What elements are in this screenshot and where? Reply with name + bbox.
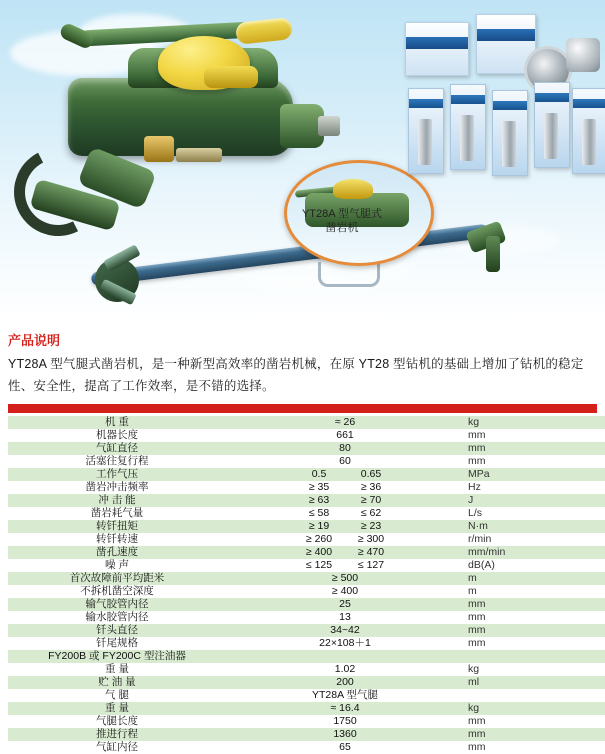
spec-value-cell: ≤ 58 ≤ 62 [226,507,464,520]
drill-handle-left [58,22,96,51]
spare-part-disc [566,38,600,72]
spec-value-cell [226,650,464,663]
inset-caption-line2: 凿岩机 [325,221,359,234]
drill-brass-fitting [144,136,174,162]
spec-name-cell: 输气胶管内径 [8,598,226,611]
tall-product-box [534,82,570,168]
drill-chuck [318,116,340,136]
table-row [8,572,605,585]
drill-yellow-cap-secondary [204,66,258,88]
spec-name-cell: 活塞往复行程 [8,455,226,468]
drill-body [68,78,293,156]
spec-unit-cell [464,650,605,663]
spec-name-cell: 不拆机凿空深度 [8,585,226,598]
table-row [8,442,605,455]
spec-value-cell: YT28A 型气腿 [226,689,464,702]
spec-name-cell: 输水胶管内径 [8,611,226,624]
spec-value-cell: 1.02 [226,663,464,676]
box-blue-band [477,29,535,41]
table-row [8,702,605,715]
spec-value-cell: 1360 [226,728,464,741]
spec-unit-cell: mm [464,741,605,754]
box-content-part [418,119,432,165]
spec-name-cell: 重 量 [8,702,226,715]
tall-product-box [572,88,605,174]
spec-unit-cell: m [464,585,605,598]
spec-unit-cell [464,689,605,702]
spec-name-cell: 凿岩耗气量 [8,507,226,520]
spec-name-cell: 首次故障前平均距米 [8,572,226,585]
table-row [8,533,605,546]
spec-unit-cell: mm [464,611,605,624]
spec-value-cell: ≥ 400 [226,585,464,598]
spec-unit-cell: L/s [464,507,605,520]
spec-unit-cell: MPa [464,468,605,481]
table-row [8,507,605,520]
box-blue-band [451,95,485,104]
spec-name-cell: 转钎扭矩 [8,520,226,533]
spec-value-cell: 661 [226,429,464,442]
table-row [8,559,605,572]
table-row [8,689,605,702]
spec-name-cell: 机器长度 [8,429,226,442]
drill-grip-yellow [235,17,293,45]
spec-value-cell: 25 [226,598,464,611]
table-row [8,663,605,676]
tall-product-box [492,90,528,176]
spec-name-cell: 气缸内径 [8,741,226,754]
drill-brass-pipe [176,148,222,162]
box-blue-band [535,93,569,102]
spec-name-cell: 气腿长度 [8,715,226,728]
table-row [8,416,605,429]
spec-value-cell: 34~42 [226,624,464,637]
spec-name-cell: 转钎转速 [8,533,226,546]
spec-unit-cell: J [464,494,605,507]
table-row [8,481,605,494]
box-blue-band [493,101,527,110]
packaging-boxes-group [400,10,600,170]
spec-unit-cell: mm [464,442,605,455]
specification-table-container [8,416,597,754]
table-row [8,611,605,624]
spec-unit-cell: mm [464,728,605,741]
spec-value-cell: 65 [226,741,464,754]
description-title: 产品说明 [8,333,61,348]
spec-unit-cell: N·m [464,520,605,533]
product-description-section [0,320,605,398]
inset-caption [300,208,384,236]
spec-unit-cell: Hz [464,481,605,494]
specification-table-body [8,416,605,754]
table-row [8,637,605,650]
spec-value-cell: 200 [226,676,464,689]
description-body: YT28A 型气腿式凿岩机，是一种新型高效率的凿岩机械，在原 YT28 型钻机的基础上增加了钻机的稳定性、安全性，提高了工作效率，是不错的选择。 [8,357,584,393]
spec-value-cell: ≥ 63 ≥ 70 [226,494,464,507]
spec-name-cell: 噪 声 [8,559,226,572]
box-content-part [582,119,596,165]
leg-clamp [318,262,380,287]
spec-name-cell: 钎尾规格 [8,637,226,650]
spec-unit-cell: mm [464,598,605,611]
spec-value-cell: ≥ 35 ≥ 36 [226,481,464,494]
table-row [8,520,605,533]
spec-name-cell: 机 重 [8,416,226,429]
spec-value-cell: 13 [226,611,464,624]
spec-value-cell: 0.5 0.65 [226,468,464,481]
spec-value-cell: ≈ 16.4 [226,702,464,715]
spec-name-cell: 气 腿 [8,689,226,702]
spec-unit-cell: m [464,572,605,585]
table-row [8,468,605,481]
table-row [8,741,605,754]
spec-name-cell: 贮 油 量 [8,676,226,689]
box-content-part [544,113,558,159]
box-blue-band [406,37,468,49]
table-row [8,429,605,442]
air-leg-foot [486,236,500,272]
table-row [8,728,605,741]
box-blue-band [409,99,443,108]
spec-unit-cell: mm [464,455,605,468]
spec-name-cell: 冲 击 能 [8,494,226,507]
spec-value-cell: ≥ 500 [226,572,464,585]
spec-name-cell: FY200B 或 FY200C 型注油器 [8,650,226,663]
spec-unit-cell: mm/min [464,546,605,559]
table-row [8,455,605,468]
box-blue-band [573,99,605,108]
inset-yellow-cap [333,179,373,199]
table-row [8,650,605,663]
table-row [8,585,605,598]
spec-unit-cell: dB(A) [464,559,605,572]
product-box [405,22,469,76]
spec-value-cell: 80 [226,442,464,455]
spec-name-cell: 重 量 [8,663,226,676]
spec-unit-cell: mm [464,715,605,728]
spec-name-cell: 工作气压 [8,468,226,481]
tall-product-box [408,88,444,174]
table-row [8,546,605,559]
spec-unit-cell: mm [464,429,605,442]
spec-value-cell: ≤ 125 ≤ 127 [226,559,464,572]
table-row [8,624,605,637]
box-content-part [460,115,474,161]
spec-name-cell: 凿孔速度 [8,546,226,559]
spec-unit-cell: kg [464,663,605,676]
section-divider-red [8,404,597,413]
spec-value-cell: 60 [226,455,464,468]
spec-unit-cell: kg [464,702,605,715]
spec-value-cell: 22×108＋1 [226,637,464,650]
product-hero-image [0,0,605,320]
spec-name-cell: 钎头直径 [8,624,226,637]
spec-value-cell: ≥ 19 ≥ 23 [226,520,464,533]
table-row [8,598,605,611]
tall-product-box [450,84,486,170]
spec-value-cell: ≈ 26 [226,416,464,429]
spec-unit-cell: r/min [464,533,605,546]
spec-unit-cell: mm [464,624,605,637]
spec-name-cell: 气缸直径 [8,442,226,455]
spec-value-cell: ≥ 260 ≥ 300 [226,533,464,546]
spec-name-cell: 凿岩冲击频率 [8,481,226,494]
table-row [8,676,605,689]
spec-unit-cell: mm [464,637,605,650]
spec-unit-cell: kg [464,416,605,429]
box-content-part [502,121,516,167]
inset-caption-line1: YT28A 型气腿式 [301,208,383,220]
spec-value-cell: 1750 [226,715,464,728]
specification-table [8,416,605,754]
spec-value-cell: ≥ 400 ≥ 470 [226,546,464,559]
spec-unit-cell: ml [464,676,605,689]
spec-name-cell: 推进行程 [8,728,226,741]
table-row [8,494,605,507]
table-row [8,715,605,728]
